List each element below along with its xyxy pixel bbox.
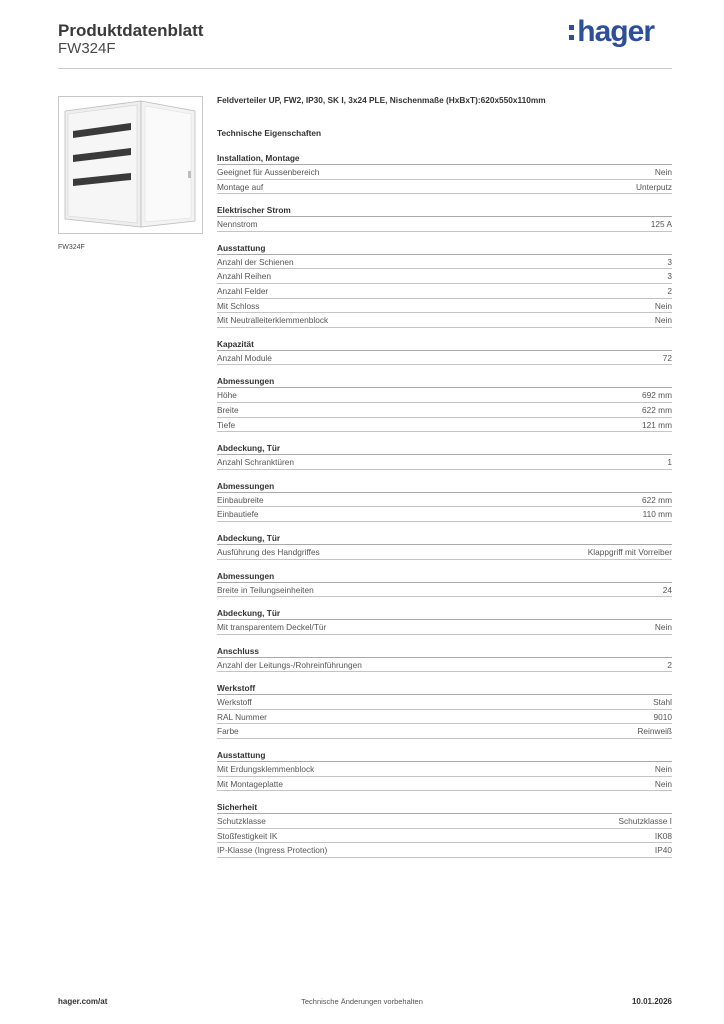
footer-notice: Technische Änderungen vorbehalten [301,997,423,1006]
section-title: Installation, Montage [217,152,672,165]
spec-label: Anzahl Schranktüren [217,457,295,468]
spec-value: Nein [654,315,672,326]
spec-section [217,532,672,560]
spec-value: 3 [667,256,672,267]
spec-row [217,217,672,232]
spec-row [217,695,672,710]
spec-label: Mit Neutralleiterklemmenblock [217,315,329,326]
logo-text: hager [577,15,654,48]
spec-label: Einbaubreite [217,494,264,505]
spec-row [217,507,672,522]
footer-date: 10.01.2026 [631,997,672,1006]
spec-label: Anzahl Felder [217,285,269,296]
spec-label: Werkstoff [217,697,252,708]
spec-value: 9010 [653,711,672,722]
spec-label: Breite in Teilungseinheiten [217,584,314,595]
spec-label: Mit Erdungsklemmenblock [217,764,315,775]
spec-row [217,455,672,470]
spec-section [217,242,672,328]
spec-label: Montage auf [217,181,264,192]
spec-value: 622 mm [642,404,672,415]
spec-value: 2 [667,285,672,296]
spec-label: Einbautiefe [217,509,259,520]
spec-row [217,724,672,739]
section-title: Abmessungen [217,570,672,583]
spec-value: 2 [667,659,672,670]
spec-value: Stahl [653,697,672,708]
page-title: Produktdatenblatt [58,21,204,40]
header-divider [58,68,672,69]
spec-row [217,658,672,673]
section-title: Abmessungen [217,480,672,493]
image-caption: FW324F [58,244,85,251]
spec-label: Anzahl der Schienen [217,256,294,267]
spec-row [217,403,672,418]
spec-value: Unterputz [636,181,672,192]
spec-row [217,269,672,284]
logo-dots-icon [569,25,574,40]
distribution-cabinet-icon [59,97,204,235]
section-title: Werkstoff [217,682,672,695]
spec-value: Reinweiß [637,726,672,737]
footer-website-link[interactable]: hager.com/at [58,997,108,1006]
spec-value: Schutzklasse I [618,816,672,827]
spec-label: Stoßfestigkeit IK [217,830,278,841]
spec-section [217,682,672,739]
spec-label: IP-Klasse (Ingress Protection) [217,845,328,856]
spec-label: Mit Montageplatte [217,778,283,789]
spec-value: 24 [662,584,672,595]
spec-row [217,255,672,270]
spec-value: Nein [654,778,672,789]
spec-label: Anzahl Module [217,352,272,363]
spec-value: 622 mm [642,494,672,505]
product-number: FW324F [58,40,116,57]
spec-row [217,777,672,792]
spec-row [217,180,672,195]
spec-section [217,338,672,366]
spec-value: 121 mm [642,419,672,430]
spec-row [217,284,672,299]
spec-value: Nein [654,300,672,311]
specification-sections [217,152,672,858]
spec-section [217,204,672,232]
spec-label: Höhe [217,390,237,401]
section-title: Kapazität [217,338,672,351]
spec-row [217,843,672,858]
technical-properties-heading: Technische Eigenschaften [217,128,322,138]
spec-row [217,762,672,777]
spec-label: Nennstrom [217,219,258,230]
section-title: Abmessungen [217,375,672,388]
spec-label: Breite [217,404,239,415]
spec-row [217,165,672,180]
spec-value: 110 mm [642,509,672,520]
spec-section [217,749,672,791]
product-description: Feldverteiler UP, FW2, IP30, SK I, 3x24 PLE, Nischenmaße (HxBxT):620x550x110mm [217,95,546,105]
spec-value: Nein [654,167,672,177]
spec-section [217,801,672,858]
spec-row [217,545,672,560]
specifications-column [217,95,672,868]
spec-row [217,388,672,403]
spec-row [217,493,672,508]
spec-label: Mit Schloss [217,300,260,311]
spec-label: Schutzklasse [217,816,266,827]
spec-section [217,152,672,194]
spec-value: 125 A [650,219,672,230]
spec-section [217,480,672,522]
spec-label: Mit transparentem Deckel/Tür [217,622,327,633]
spec-label: Ausführung des Handgriffes [217,546,320,557]
spec-value: 72 [662,352,672,363]
spec-value: 3 [667,271,672,282]
spec-row [217,418,672,433]
spec-row [217,583,672,598]
spec-row [217,710,672,725]
spec-value: Nein [654,622,672,633]
hager-logo [569,15,654,49]
spec-value: IK08 [654,830,672,841]
spec-section [217,570,672,598]
spec-section [217,375,672,432]
spec-row [217,299,672,314]
spec-value: Nein [654,764,672,775]
spec-row [217,829,672,844]
spec-label: Anzahl der Leitungs-/Rohreinführungen [217,659,362,670]
spec-label: Anzahl Reihen [217,271,271,282]
section-title: Abdeckung, Tür [217,442,672,455]
spec-label: Tiefe [217,419,236,430]
section-title: Abdeckung, Tür [217,532,672,545]
spec-section [217,442,672,470]
section-title: Sicherheit [217,801,672,814]
spec-value: Klappgriff mit Vorreiber [587,546,672,557]
spec-section [217,645,672,673]
product-image [58,96,203,234]
section-title: Elektrischer Strom [217,204,672,217]
spec-value: 1 [667,457,672,468]
section-title: Ausstattung [217,242,672,255]
spec-row [217,814,672,829]
spec-value: 692 mm [642,390,672,401]
spec-label: Farbe [217,726,239,737]
spec-row [217,620,672,635]
spec-label: Geeignet für Aussenbereich [217,167,320,177]
section-title: Ausstattung [217,749,672,762]
spec-row [217,313,672,328]
spec-label: RAL Nummer [217,711,267,722]
section-title: Abdeckung, Tür [217,607,672,620]
spec-section [217,607,672,635]
section-title: Anschluss [217,645,672,658]
spec-row [217,351,672,366]
spec-value: IP40 [654,845,672,856]
